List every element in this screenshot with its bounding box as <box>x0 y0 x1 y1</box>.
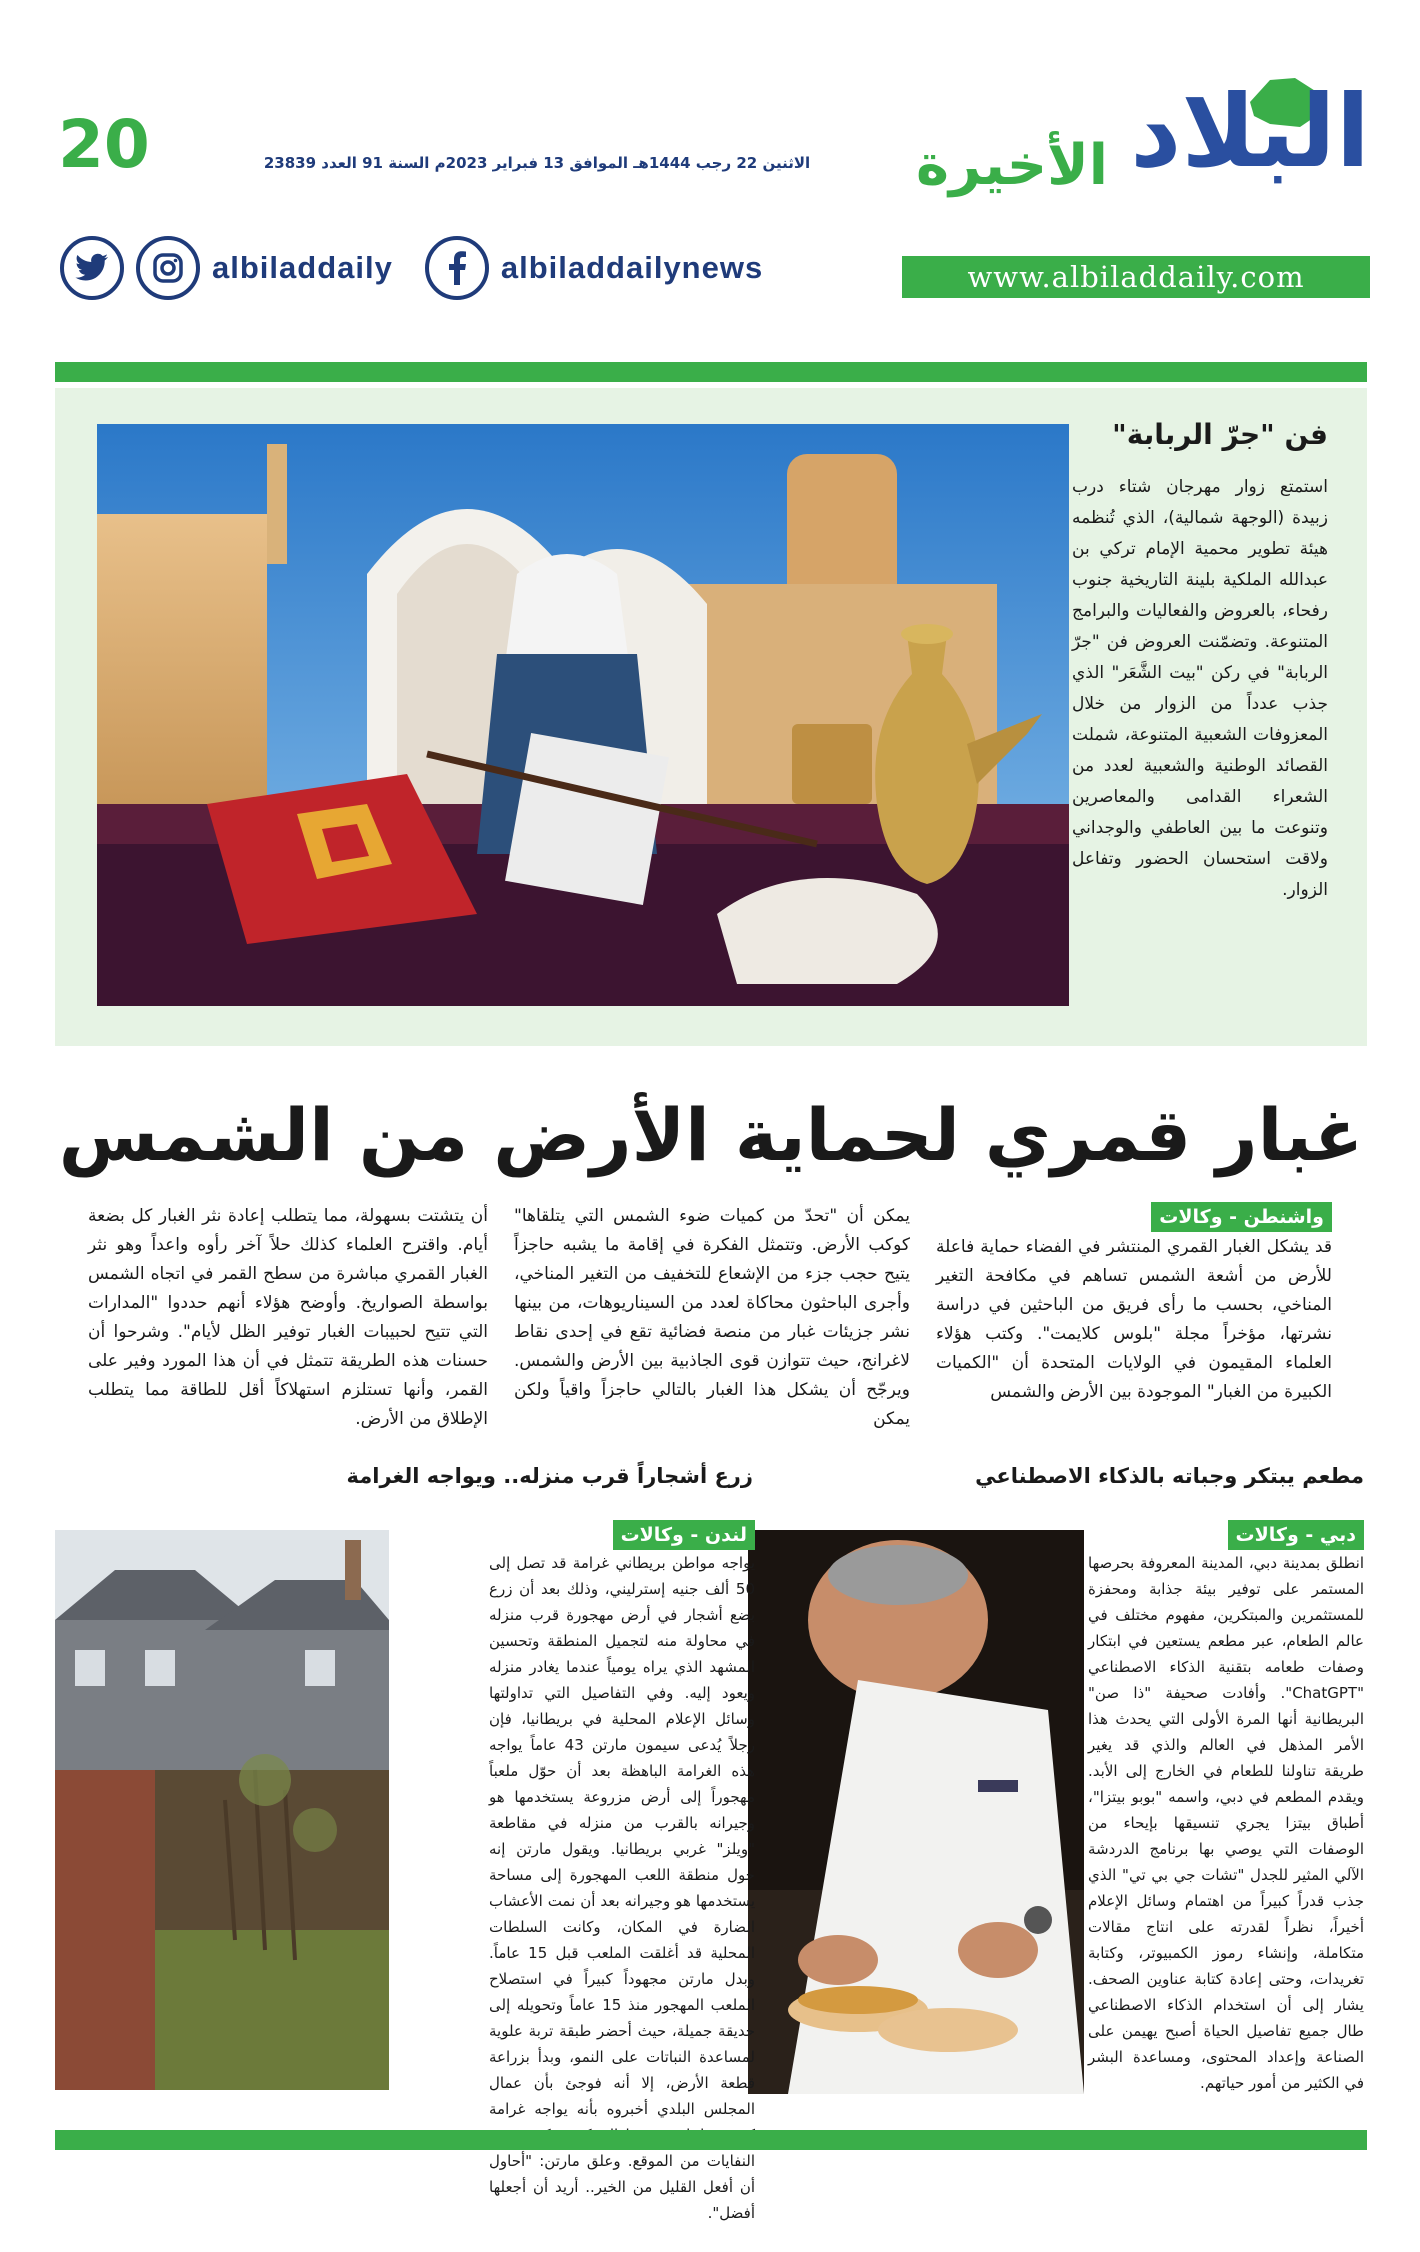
facebook-icon[interactable] <box>425 236 489 300</box>
website-link[interactable]: www.albiladdaily.com <box>902 256 1370 298</box>
garden-story-title: زرع أشجاراً قرب منزله.. ويواجه الغرامة <box>346 1464 753 1488</box>
instagram-icon[interactable] <box>136 236 200 300</box>
main-headline: غبار قمري لحماية الأرض من الشمس <box>58 1093 1364 1177</box>
logo-main: البلاد <box>1130 73 1370 190</box>
garden-story-text: يواجه مواطن بريطاني غرامة قد تصل إلى 50 ألف جنيه إسترليني، وذلك بعد أن زرع بضع أشجار في أرض مهجورة قرب منزله في محاولة منه لتجميل المنطقة وتحسين المشهد الذي يراه يومياً عندما يغادر منزله ويعود إليه. وفي التفاصيل التي تداولتها وسائل الإعلام المحلية في بريطانيا، فإن رجلاً يُدعى سيمون مارتن 43 عاماً يواجه هذه الغرامة الباهظة بعد أن حوّل ملعباً مهجوراً إلى أرض مزروعة يستخدمها هو وجيرانه بالقرب من منزله في مقاطعة "ويلز" غربي بريطانيا. ويقول مارتن إنه حول منطقة اللعب المهجورة إلى مساحة يستخدمها هو وجيرانه بعد أن نمت الأعشاب الضارة في المكان، وكانت السلطات المحلية قد أغلقت الملعب قبل 15 عاماً. وبدل مارتن مجهوداً كبيراً في استصلاح الملعب المهجور منذ 15 عاماً وتحويله إلى حديقة جميلة، حيث أحضر طبقة تربة علوية لمساعدة النباتات على النمو، وبدأ بزراعة قطعة الأرض، إلا أنه فوجئ بأن عمال المجلس البلدي أخبروه بأنه يواجه غرامة النفايات من الموقع. وعلق مارتن: "أحاول أن أفعل القليل من الخير.. أريد أن أجعلها أفضل". <box>489 1554 755 2222</box>
bottom-rule <box>55 2130 1367 2150</box>
feature-body: استمتع زوار مهرجان شتاء درب زبيدة (الوجهة شمالية)، الذي تُنظمه هيئة تطوير محمية الإمام تركي بن عبدالله الملكية بلينة التاريخية جنوب رفحاء، بالعروض والفعاليات والبرامج المتنوعة. وتضمّنت العروض فن "جرّ الربابة" في ركن "بيت الشَّعَر" الذي جذب عدداً من الزوار من خلال المعزوفات الشعبية المتنوعة، شملت القصائد الوطنية والشعبية لعدد من الشعراء القدامى والمعاصرين وتنوعت ما بين العاطفي والوجداني ولاقت استحسان الحضور وتفاعل الزوار. <box>1072 477 1328 900</box>
main-story-text-2: يمكن أن "تحدّ من كميات ضوء الشمس التي يتلقاها" كوكب الأرض. وتتمثل الفكرة في إقامة ما يشبه حاجزاً يتيح حجب جزء من الإشعاع للتخفيف من التغير المناخي، وأجرى الباحثون محاكاة لعدد من السيناريوهات، من بينها نشر جزيئات غبار من منصة فضائية تقع في إحدى نقاط لاغرانج، حيث تتوازن قوى الجاذبية بين الأرض والشمس. ويرجّح أن يشكل هذا الغبار بالتالي حاجزاً واقياً ولكن يمكن <box>514 1206 910 1429</box>
facebook-handle[interactable]: albiladdailynews <box>500 250 764 285</box>
garden-photo <box>55 1530 389 2090</box>
top-rule <box>55 362 1367 382</box>
masthead-logo <box>900 73 1370 232</box>
restaurant-story-text: انطلق بمدينة دبي، المدينة المعروفة بحرصها المستمر على توفير بيئة جذابة ومحفزة للمستثمرين والمبتكرين، مفهوم مختلف في عالم الطعام، عبر مطعم يستعين في ابتكار وصفات طعامه بتقنية الذكاء الاصطناعي "ChatGPT". وأفادت صحيفة "ذا صن" البريطانية أنها المرة الأولى التي يحدث هذا الأمر المذهل في العالم والذي قد يغير طريقة تناولنا للطعام في الخارج إلى الأبد. ويقدم المطعم في دبي، واسمه "بوبو بيتزا"، أطباق بيتزا يجري تنسيقها بإيحاء من الوصفات التي يوصي بها برنامج الدردشة الآلي المثير للجدل "تشات جي بي تي" الذي جذب قدراً كبيراً من اهتمام وسائل الإعلام أخيراً، نظراً لقدرته على انتاج مقالات متكاملة، وإنشاء رموز الكمبيوتر، وكتابة تغريدات، وحتى إعادة كتابة عناوين الصحف. يشار إلى أن استخدام الذكاء الاصطناعي طال جميع تفاصيل الحياة أصبح يهيمن على الصناعة وإعداد المحتوى، ومساعدة البشر في الكثير من أمور حياتهم. <box>1088 1554 1364 2092</box>
main-story-col-3 <box>88 1202 488 1434</box>
rababa-player-photo <box>97 424 1069 1006</box>
main-story-col-1 <box>936 1202 1332 1407</box>
instagram-handle[interactable]: albiladdaily <box>212 250 393 285</box>
main-story-text-1: قد يشكل الغبار القمري المنتشر في الفضاء حماية فاعلة للأرض من أشعة الشمس تساهم في مكافحة التغير المناخي، بحسب ما رأى فريق من الباحثين في دراسة نشرتها، مؤخراً مجلة "بلوس كلايمت". وكتب هؤلاء العلماء المقيمون في الولايات المتحدة أن "الكميات الكبيرة من الغبار" الموجودة بين الأرض والشمس <box>936 1237 1332 1402</box>
twitter-icon[interactable] <box>60 236 124 300</box>
dateline-tag: دبي - وكالات <box>1228 1520 1364 1550</box>
dateline-tag: لندن - وكالات <box>613 1520 755 1550</box>
restaurant-story-body <box>1088 1520 1364 2096</box>
feature-title: فن "جرّ الربابة" <box>1112 418 1328 451</box>
social-links <box>60 234 763 302</box>
chef-photo <box>748 1530 1084 2094</box>
restaurant-story-title: مطعم يبتكر وجباته بالذكاء الاصطناعي <box>975 1464 1364 1488</box>
main-story-col-2 <box>514 1202 910 1434</box>
dateline-tag: واشنطن - وكالات <box>1151 1202 1332 1232</box>
main-story-text-3: أن يتشتت بسهولة، مما يتطلب إعادة نثر الغبار كل بضعة أيام. واقترح العلماء كذلك حلاً آخر رأوه واعداً وهو نثر الغبار القمري مباشرة من سطح القمر في اتجاه الشمس بواسطة الصواريخ. وأوضح هؤلاء أنهم حددوا "المدارات التي تتيح لحبيبات الغبار توفير الظل لأيام". وشرحوا أن حسنات هذه الطريقة تتمثل في أن هذا المورد وفير على القمر، وأنها تستلزم استهلاكاً أقل للطاقة مما يتطلب الإطلاق من الأرض. <box>88 1206 488 1429</box>
page-number: 20 <box>58 106 150 183</box>
logo-sub: الأخيرة <box>915 133 1108 198</box>
garden-story-body <box>489 1520 755 2226</box>
issue-dateline: الاثنين 22 رجب 1444هـ الموافق 13 فبراير 2023م السنة 91 العدد 23839 <box>263 154 811 172</box>
